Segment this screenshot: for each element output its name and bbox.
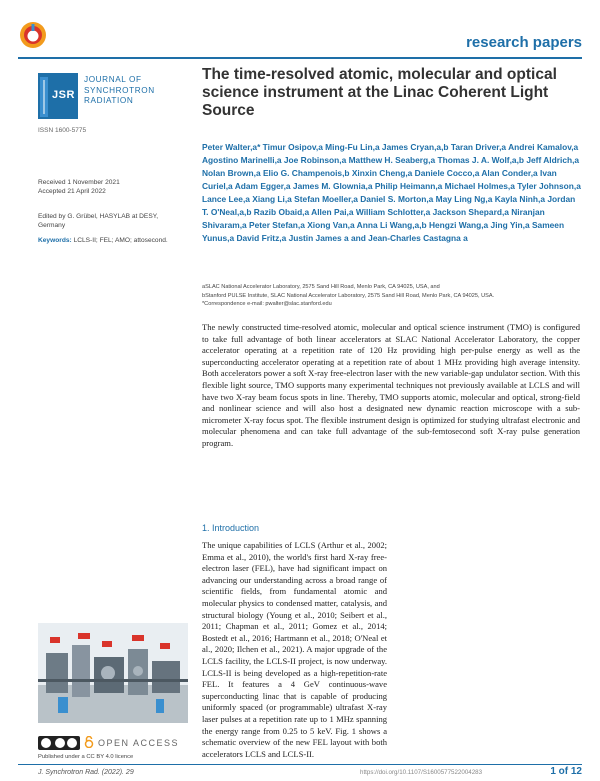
received-date: Received 1 November 2021 bbox=[38, 179, 120, 186]
issn: ISSN 1600-5775 bbox=[38, 127, 87, 134]
affiliations bbox=[202, 283, 582, 309]
keywords bbox=[38, 236, 178, 245]
keywords-text: LCLS-II; FEL; AMO; attosecond. bbox=[73, 237, 168, 244]
accepted-date: Accepted 21 April 2022 bbox=[38, 188, 106, 195]
journal-abbreviation: JSR bbox=[52, 89, 75, 101]
doi-link[interactable]: https://doi.org/10.1107/S1600577522004283 bbox=[360, 769, 483, 776]
license-text: Published under a CC BY 4.0 licence bbox=[38, 754, 134, 760]
edited-by: Edited by G. Grübel, HASYLAB at DESY, Germany bbox=[38, 213, 159, 229]
header-divider bbox=[18, 57, 582, 59]
section-label: research papers bbox=[466, 34, 582, 51]
page-number: 1 of 12 bbox=[550, 766, 582, 777]
instrument-photo bbox=[38, 623, 188, 723]
affiliation-a: aSLAC National Accelerator Laboratory, 2575 Sand Hill Road, Menlo Park, CA 94025, USA, and bbox=[202, 284, 440, 290]
journal-name: JOURNAL OF SYNCHROTRON RADIATION bbox=[84, 75, 155, 105]
cc-by-badge-icon bbox=[38, 736, 80, 750]
journal-badge bbox=[38, 73, 78, 119]
affiliation-b: bStanford PULSE Institute, SLAC National Accelerator Laboratory, 2575 Sand Hill Road, Menlo Park, CA 94025, USA. bbox=[202, 292, 495, 299]
journal-badge-stripe-icon bbox=[40, 77, 48, 117]
author-list: Peter Walter,a* Timur Osipov,a Ming-Fu Lin,a James Cryan,a,b Taran Driver,a Andrei Kamalov,a Agostino Marinelli,a Joe Robinson,a Matthew H. Seaberg,a Thomas J. A. Wolf,a,b Jeff Aldrich,a Nolan Brown,a Elio G. Champenois,b Xinxin Cheng,a Daniele Cocco,a Alan Conder,a Ivan Curiel,a Adam Egger,a James M. Glownia,a Philip Heimann,a Michael Holmes,a Tyler Johnson,a Lance Lee,a Xiang Li,a Stefan Moeller,a Daniel S. Morton,a May Ling Ng,a Kayla Ninh,a Jordan T. O'Neal,a,b Razib Obaid,a Allen Pai,a William Schlotter,a Jackson Shepard,a Niranjan Shivaram,a Peter Stefan,a Xiong Van,a Anna Li Wang,a,b Hengzi Wang,a Jing Yin,a Sameen Yunus,a David Fritz,a Justin James a and Jean-Charles Castagna a bbox=[202, 142, 581, 243]
open-lock-icon bbox=[84, 736, 94, 748]
open-access-text: OPEN ACCESS bbox=[98, 738, 180, 748]
keywords-label: Keywords: bbox=[38, 237, 72, 244]
iucr-logo-icon bbox=[18, 20, 48, 50]
section-heading-introduction: 1. Introduction bbox=[202, 523, 260, 533]
correspondence: *Correspondence e-mail: pwalter@slac.stanford.edu bbox=[202, 301, 332, 307]
open-access-label bbox=[84, 736, 179, 748]
article-title: The time-resolved atomic, molecular and optical science instrument at the Linac Coherent Light Source bbox=[202, 66, 557, 119]
footer-journal-reference: J. Synchrotron Rad. (2022). 29 bbox=[38, 769, 134, 776]
abstract: The newly constructed time-resolved atomic, molecular and optical science instrument (TMO) is configured to take full advantage of both linear accelerators at SLAC National Accelerator Laboratory, the copper accelerator operating at a repetition rate of 120 Hz providing high per-pulse energy as well as the superconducting accelerator operating at a repetition rate of about 1 MHz providing high average intensity. Both accelerators power a soft X-ray free-electron laser with the new variable-gap undulator section. With this flexible light source, TMO supports many experimental techniques not previously available at LCLS and will have two X-ray beam focus spots in line. Thereby, TMO supports atomic, molecular and optical, strong-field and nonlinear science and will also host a designated new dynamic reaction microscope with a sub-micrometer X-ray focus spot. The flexible instrument design is optimized for studying ultrafast electronic and molecular phenomena and can take full advantage of the sub-femtosecond soft X-ray pulse generation program. bbox=[202, 322, 580, 448]
footer-divider bbox=[18, 764, 582, 765]
introduction-text: The unique capabilities of LCLS (Arthur et al., 2002; Emma et al., 2010), the world's first hard X-ray free-electron laser (FEL), have had significant impact on advancing our understanding across a broad range of scientific fields, from fundamental atomic and molecular physics to condensed matter, catalysis, and structural biology (Young et al., 2010; Seibert et al., 2011; Chapman et al., 2011; Gomez et al., 2014; Bostedt et al., 2016; Hartmann et al., 2018; O'Neal et al., 2020; Ilchen et al., 2021). A major upgrade of the LCLS facility, the LCLS-II project, is now underway. LCLS-II is being developed as a high-repetition-rate FEL. It features a 4 GeV continuous-wave superconducting linac that is capable of producing uniformly spaced (or programmable) ultrafast X-ray laser pulses at a repetition rate up to 1 MHz spanning the energy range from 0.25 to 5 keV. Fig. 1 shows a schematic overview of the new FEL layout with both accelerators LCLS and LCLS-II. bbox=[202, 540, 387, 759]
